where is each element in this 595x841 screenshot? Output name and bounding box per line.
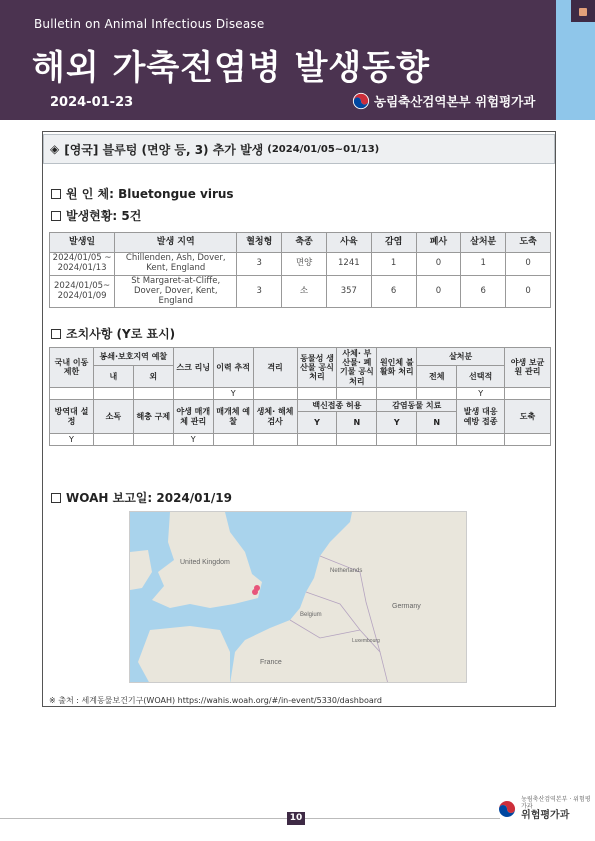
measures-item — [51, 325, 175, 342]
footer-org-big: 위험평가과 — [521, 810, 570, 822]
measure-cell — [417, 434, 457, 446]
measure-cell — [213, 434, 253, 446]
checkbox-icon — [51, 189, 61, 199]
measure-cell: Y — [457, 387, 505, 399]
checkbox-icon — [51, 211, 61, 221]
measure-header: 해충 구제 — [133, 399, 173, 433]
section-period: (2024/01/05~01/13) — [267, 143, 380, 155]
measure-cell — [133, 387, 173, 399]
table-cell: 0 — [506, 253, 551, 276]
map-label: United Kingdom — [180, 559, 230, 566]
status-label: 발생현황: 5건 — [66, 209, 142, 223]
page-title: 해외 가축전염병 발생동향 — [32, 48, 430, 88]
measure-header: 사체· 부산물· 폐기물 공식 처리 — [337, 348, 377, 388]
measure-subheader: 외 — [133, 365, 173, 387]
bulletin-title: Bulletin on Animal Infectious Disease — [34, 17, 265, 31]
org-block — [352, 92, 535, 110]
measure-subheader: Y — [377, 412, 417, 434]
measure-header: 야생 보균원 관리 — [505, 348, 551, 388]
korea-emblem-icon — [497, 798, 517, 820]
table-cell: 357 — [326, 276, 371, 308]
org-name: 농림축산검역본부 위험평가과 — [374, 94, 536, 109]
measure-header: 격리 — [253, 348, 297, 388]
col-header: 폐사 — [416, 233, 461, 253]
cause-item — [51, 185, 234, 202]
measure-header: 봉쇄·보호지역 예찰 — [93, 348, 173, 366]
measure-cell — [253, 434, 297, 446]
measure-header: 백신접종 허용 — [297, 399, 377, 411]
table-cell: 3 — [237, 253, 282, 276]
table-cell: 1241 — [326, 253, 371, 276]
measure-cell — [93, 434, 133, 446]
outbreak-table — [49, 232, 551, 308]
measure-cell — [505, 387, 551, 399]
col-header: 발생일 — [50, 233, 115, 253]
col-header: 축종 — [282, 233, 327, 253]
table-cell: 2024/01/05~ 2024/01/09 — [50, 276, 115, 308]
table-cell: 1 — [371, 253, 416, 276]
table-cell: Chillenden, Ash, Dover, Kent, England — [115, 253, 237, 276]
measure-cell — [417, 387, 457, 399]
woah-label: WOAH 보고일: 2024/01/19 — [66, 491, 232, 505]
measure-header: 매개체 예찰 — [213, 399, 253, 433]
measures-table — [49, 347, 551, 446]
col-header: 도축 — [506, 233, 551, 253]
measure-header: 이력 추적 — [213, 348, 253, 388]
col-header: 혈청형 — [237, 233, 282, 253]
measure-header: 소독 — [93, 399, 133, 433]
table-cell: 3 — [237, 276, 282, 308]
table-row — [50, 276, 551, 308]
map-label: France — [260, 659, 282, 666]
status-item — [51, 207, 141, 224]
footer-org-small: 농림축산검역본부 · 위험평가과 — [521, 796, 591, 810]
measure-cell — [505, 434, 551, 446]
measure-header: 스크 리닝 — [173, 348, 213, 388]
header-corner-dot — [579, 8, 587, 16]
measure-cell: Y — [50, 434, 94, 446]
table-cell: 2024/01/05 ~ 2024/01/13 — [50, 253, 115, 276]
table-header-row — [50, 233, 551, 253]
checkbox-icon — [51, 329, 61, 339]
table-cell: 소 — [282, 276, 327, 308]
table-cell: 0 — [416, 276, 461, 308]
measure-header: 국내 이동 제한 — [50, 348, 94, 388]
measure-cell — [377, 387, 417, 399]
measure-header: 방역대 설정 — [50, 399, 94, 433]
table-cell: 6 — [371, 276, 416, 308]
source-note: ※ 출처 : 세계동물보건기구(WOAH) https://wahis.woah.org/#/in-event/5330/dashboard — [49, 696, 382, 705]
footer-org — [521, 797, 595, 821]
measures-header-row-1 — [50, 348, 551, 366]
measure-cell — [457, 434, 505, 446]
measures-label: 조치사항 (Y로 표시) — [66, 327, 176, 341]
measure-cell — [297, 434, 337, 446]
measure-cell — [253, 387, 297, 399]
measure-header: 발생 대응 예방 접종 — [457, 399, 505, 433]
table-cell: 6 — [461, 276, 506, 308]
measure-subheader: 내 — [93, 365, 133, 387]
measure-cell: Y — [213, 387, 253, 399]
page-number: 10 — [287, 812, 305, 825]
map-label: Belgium — [300, 612, 322, 618]
measure-subheader: N — [337, 412, 377, 434]
col-header: 감염 — [371, 233, 416, 253]
measure-header: 도축 — [505, 399, 551, 433]
korea-emblem-icon — [352, 92, 370, 110]
cause-label: 원 인 체: Bluetongue virus — [66, 187, 234, 201]
measure-header: 살처분 — [417, 348, 505, 366]
table-cell: 0 — [506, 276, 551, 308]
measure-cell — [337, 434, 377, 446]
table-row — [50, 253, 551, 276]
measures-value-row-1 — [50, 387, 551, 399]
map-label: Germany — [392, 603, 421, 610]
measure-header: 원인체 불활화 처리 — [377, 348, 417, 388]
measure-cell — [297, 387, 337, 399]
measures-header-row-2 — [50, 399, 551, 411]
measure-cell — [50, 387, 94, 399]
diamond-icon: ◈ — [50, 142, 60, 156]
woah-item — [51, 489, 232, 506]
measure-cell — [93, 387, 133, 399]
col-header: 살처분 — [461, 233, 506, 253]
measure-header: 야생 매개체 관리 — [173, 399, 213, 433]
measure-cell — [377, 434, 417, 446]
measure-subheader: 전체 — [417, 365, 457, 387]
measure-subheader: 선택적 — [457, 365, 505, 387]
outbreak-map — [129, 511, 467, 683]
map-label: Netherlands — [330, 568, 363, 574]
content-box — [42, 131, 556, 707]
measure-cell: Y — [173, 434, 213, 446]
measure-cell — [133, 434, 173, 446]
publish-date: 2024-01-23 — [50, 95, 134, 110]
measure-header: 생체· 해체 검사 — [253, 399, 297, 433]
footer-divider — [0, 818, 500, 819]
table-cell: 면양 — [282, 253, 327, 276]
section-header — [43, 134, 555, 164]
table-cell: 0 — [416, 253, 461, 276]
map-svg — [130, 512, 467, 683]
measure-cell — [173, 387, 213, 399]
measure-header: 동물성 생산물 공식 처리 — [297, 348, 337, 388]
table-cell: 1 — [461, 253, 506, 276]
measure-subheader: N — [417, 412, 457, 434]
measures-value-row-2 — [50, 434, 551, 446]
map-label: Luxembourg — [352, 638, 380, 644]
measure-subheader: Y — [297, 412, 337, 434]
outbreak-marker — [252, 589, 258, 595]
footer-logo — [497, 797, 595, 821]
table-cell: St Margaret-at-Cliffe, Dover, Dover, Kent, England — [115, 276, 237, 308]
measure-header: 감염동물 치료 — [377, 399, 457, 411]
checkbox-icon — [51, 493, 61, 503]
col-header: 발생 지역 — [115, 233, 237, 253]
col-header: 사육 — [326, 233, 371, 253]
section-title: [영국] 블루텅 (면양 등, 3) 추가 발생 — [64, 142, 264, 157]
measure-cell — [337, 387, 377, 399]
